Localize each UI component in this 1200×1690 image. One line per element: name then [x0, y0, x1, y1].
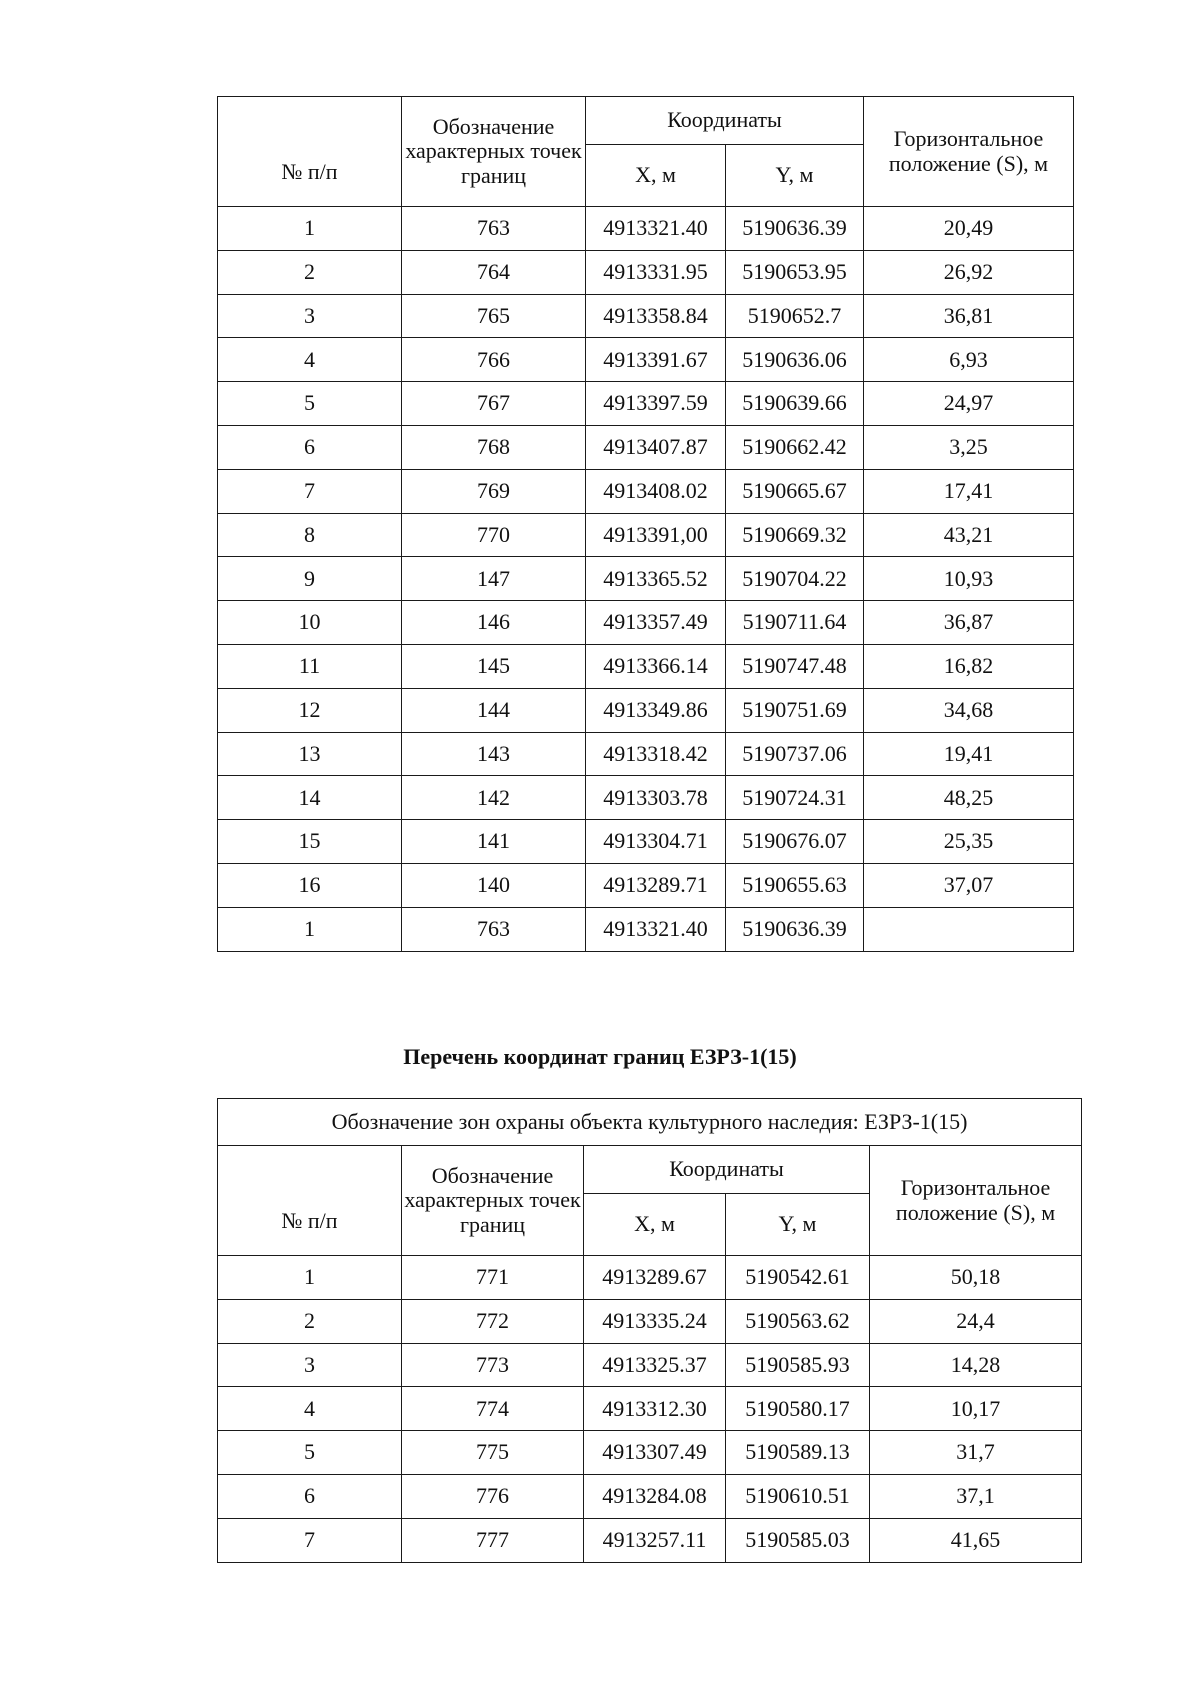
- cell-point: 771: [402, 1256, 584, 1300]
- cell-horizontal: 26,92: [864, 250, 1074, 294]
- cell-horizontal: 24,97: [864, 382, 1074, 426]
- cell-y: 5190636.39: [726, 907, 864, 951]
- cell-y: 5190585.93: [726, 1343, 870, 1387]
- table-2-body: [218, 1099, 1082, 1563]
- cell-y: 5190563.62: [726, 1299, 870, 1343]
- header-horizontal-position: Горизонтальное положение (S), м: [864, 97, 1074, 207]
- table-1-header-row: [218, 97, 1074, 145]
- header-x: X, м: [586, 145, 726, 207]
- cell-x: 4913407.87: [586, 425, 726, 469]
- cell-x: 4913321.40: [586, 907, 726, 951]
- cell-y: 5190580.17: [726, 1387, 870, 1431]
- table-row: [218, 294, 1074, 338]
- cell-horizontal: 19,41: [864, 732, 1074, 776]
- cell-horizontal: 25,35: [864, 820, 1074, 864]
- cell-x: 4913303.78: [586, 776, 726, 820]
- cell-number: 8: [218, 513, 402, 557]
- cell-point: 773: [402, 1343, 584, 1387]
- cell-y: 5190636.39: [726, 207, 864, 251]
- table-row: [218, 776, 1074, 820]
- cell-point: 144: [402, 688, 586, 732]
- cell-x: 4913289.67: [584, 1256, 726, 1300]
- cell-number: 11: [218, 644, 402, 688]
- cell-y: 5190542.61: [726, 1256, 870, 1300]
- table-row: [218, 688, 1074, 732]
- cell-point: 763: [402, 907, 586, 951]
- cell-x: 4913335.24: [584, 1299, 726, 1343]
- cell-number: 14: [218, 776, 402, 820]
- table-row: [218, 1518, 1082, 1562]
- table-row: [218, 557, 1074, 601]
- cell-number: 5: [218, 382, 402, 426]
- cell-horizontal: 36,87: [864, 601, 1074, 645]
- cell-horizontal: 41,65: [870, 1518, 1082, 1562]
- cell-horizontal: 24,4: [870, 1299, 1082, 1343]
- cell-horizontal: 10,17: [870, 1387, 1082, 1431]
- cell-point: 143: [402, 732, 586, 776]
- cell-number: 1: [218, 207, 402, 251]
- cell-point: 142: [402, 776, 586, 820]
- cell-horizontal: 43,21: [864, 513, 1074, 557]
- cell-x: 4913331.95: [586, 250, 726, 294]
- table-row: [218, 338, 1074, 382]
- table-row: [218, 1256, 1082, 1300]
- cell-x: 4913289.71: [586, 863, 726, 907]
- cell-x: 4913408.02: [586, 469, 726, 513]
- cell-y: 5190669.32: [726, 513, 864, 557]
- cell-number: 15: [218, 820, 402, 864]
- cell-y: 5190676.07: [726, 820, 864, 864]
- cell-horizontal: 31,7: [870, 1431, 1082, 1475]
- cell-horizontal: 50,18: [870, 1256, 1082, 1300]
- cell-point: 774: [402, 1387, 584, 1431]
- cell-y: 5190665.67: [726, 469, 864, 513]
- cell-point: 140: [402, 863, 586, 907]
- cell-y: 5190662.42: [726, 425, 864, 469]
- cell-number: 7: [218, 469, 402, 513]
- cell-number: 9: [218, 557, 402, 601]
- cell-number: 4: [218, 338, 402, 382]
- cell-y: 5190724.31: [726, 776, 864, 820]
- cell-y: 5190652.7: [726, 294, 864, 338]
- table-row: [218, 1343, 1082, 1387]
- cell-y: 5190704.22: [726, 557, 864, 601]
- cell-point: 776: [402, 1474, 584, 1518]
- cell-horizontal: 34,68: [864, 688, 1074, 732]
- cell-number: 3: [218, 1343, 402, 1387]
- cell-number: 16: [218, 863, 402, 907]
- cell-x: 4913391,00: [586, 513, 726, 557]
- cell-y: 5190711.64: [726, 601, 864, 645]
- cell-y: 5190751.69: [726, 688, 864, 732]
- table-1-body: [218, 97, 1074, 952]
- table-row: [218, 207, 1074, 251]
- table-row: [218, 382, 1074, 426]
- cell-point: 777: [402, 1518, 584, 1562]
- cell-number: 3: [218, 294, 402, 338]
- cell-point: 146: [402, 601, 586, 645]
- cell-horizontal: 10,93: [864, 557, 1074, 601]
- cell-number: 1: [218, 907, 402, 951]
- cell-x: 4913284.08: [584, 1474, 726, 1518]
- cell-number: 4: [218, 1387, 402, 1431]
- table-row: [218, 513, 1074, 557]
- table-row: [218, 1299, 1082, 1343]
- cell-number: 7: [218, 1518, 402, 1562]
- cell-horizontal: 20,49: [864, 207, 1074, 251]
- cell-point: 147: [402, 557, 586, 601]
- cell-x: 4913349.86: [586, 688, 726, 732]
- header-y: Y, м: [726, 145, 864, 207]
- table-row: [218, 1474, 1082, 1518]
- cell-y: 5190610.51: [726, 1474, 870, 1518]
- header-coordinates: Координаты: [584, 1146, 870, 1194]
- table-row: [218, 1387, 1082, 1431]
- cell-horizontal: 6,93: [864, 338, 1074, 382]
- cell-x: 4913397.59: [586, 382, 726, 426]
- coordinates-table-2: [217, 1098, 1082, 1563]
- cell-number: 1: [218, 1256, 402, 1300]
- cell-y: 5190639.66: [726, 382, 864, 426]
- coordinates-table-1: [217, 96, 1074, 952]
- cell-horizontal: 17,41: [864, 469, 1074, 513]
- cell-x: 4913304.71: [586, 820, 726, 864]
- cell-horizontal: 48,25: [864, 776, 1074, 820]
- cell-y: 5190655.63: [726, 863, 864, 907]
- table-row: [218, 1431, 1082, 1475]
- cell-x: 4913257.11: [584, 1518, 726, 1562]
- header-coordinates: Координаты: [586, 97, 864, 145]
- table-2-header-row: [218, 1146, 1082, 1194]
- table-row: [218, 601, 1074, 645]
- cell-horizontal: 3,25: [864, 425, 1074, 469]
- cell-x: 4913358.84: [586, 294, 726, 338]
- cell-x: 4913391.67: [586, 338, 726, 382]
- cell-x: 4913325.37: [584, 1343, 726, 1387]
- cell-horizontal: 37,1: [870, 1474, 1082, 1518]
- cell-number: 5: [218, 1431, 402, 1475]
- section-title: Перечень координат границ ЕЗРЗ-1(15): [403, 1044, 797, 1069]
- cell-number: 2: [218, 250, 402, 294]
- cell-number: 2: [218, 1299, 402, 1343]
- cell-point: 141: [402, 820, 586, 864]
- header-points: Обозначение характерных точек границ: [402, 97, 586, 207]
- cell-point: 765: [402, 294, 586, 338]
- table-row: [218, 863, 1074, 907]
- cell-point: 763: [402, 207, 586, 251]
- cell-point: 145: [402, 644, 586, 688]
- header-number: № п/п: [218, 97, 402, 207]
- cell-horizontal: 14,28: [870, 1343, 1082, 1387]
- table-2-caption-row: [218, 1099, 1082, 1146]
- cell-x: 4913357.49: [586, 601, 726, 645]
- cell-x: 4913321.40: [586, 207, 726, 251]
- table-row: [218, 820, 1074, 864]
- cell-y: 5190653.95: [726, 250, 864, 294]
- table-row: [218, 250, 1074, 294]
- cell-x: 4913318.42: [586, 732, 726, 776]
- header-number: № п/п: [218, 1146, 402, 1256]
- cell-y: 5190636.06: [726, 338, 864, 382]
- cell-x: 4913366.14: [586, 644, 726, 688]
- cell-point: 767: [402, 382, 586, 426]
- cell-number: 13: [218, 732, 402, 776]
- cell-horizontal: 16,82: [864, 644, 1074, 688]
- header-points: Обозначение характерных точек границ: [402, 1146, 584, 1256]
- cell-point: 766: [402, 338, 586, 382]
- cell-horizontal: [864, 907, 1074, 951]
- cell-number: 6: [218, 1474, 402, 1518]
- cell-number: 10: [218, 601, 402, 645]
- cell-horizontal: 36,81: [864, 294, 1074, 338]
- table-row: [218, 644, 1074, 688]
- cell-number: 12: [218, 688, 402, 732]
- cell-horizontal: 37,07: [864, 863, 1074, 907]
- table-row: [218, 732, 1074, 776]
- cell-y: 5190737.06: [726, 732, 864, 776]
- cell-point: 775: [402, 1431, 584, 1475]
- table-row: [218, 425, 1074, 469]
- cell-y: 5190585.03: [726, 1518, 870, 1562]
- cell-y: 5190589.13: [726, 1431, 870, 1475]
- table-2-caption: Обозначение зон охраны объекта культурного наследия: ЕЗРЗ-1(15): [218, 1099, 1082, 1146]
- table-row: [218, 469, 1074, 513]
- cell-x: 4913365.52: [586, 557, 726, 601]
- cell-number: 6: [218, 425, 402, 469]
- cell-point: 768: [402, 425, 586, 469]
- header-x: X, м: [584, 1194, 726, 1256]
- cell-point: 764: [402, 250, 586, 294]
- cell-x: 4913307.49: [584, 1431, 726, 1475]
- cell-y: 5190747.48: [726, 644, 864, 688]
- cell-point: 772: [402, 1299, 584, 1343]
- cell-point: 770: [402, 513, 586, 557]
- header-horizontal-position: Горизонтальное положение (S), м: [870, 1146, 1082, 1256]
- header-y: Y, м: [726, 1194, 870, 1256]
- table-row: [218, 907, 1074, 951]
- cell-x: 4913312.30: [584, 1387, 726, 1431]
- cell-point: 769: [402, 469, 586, 513]
